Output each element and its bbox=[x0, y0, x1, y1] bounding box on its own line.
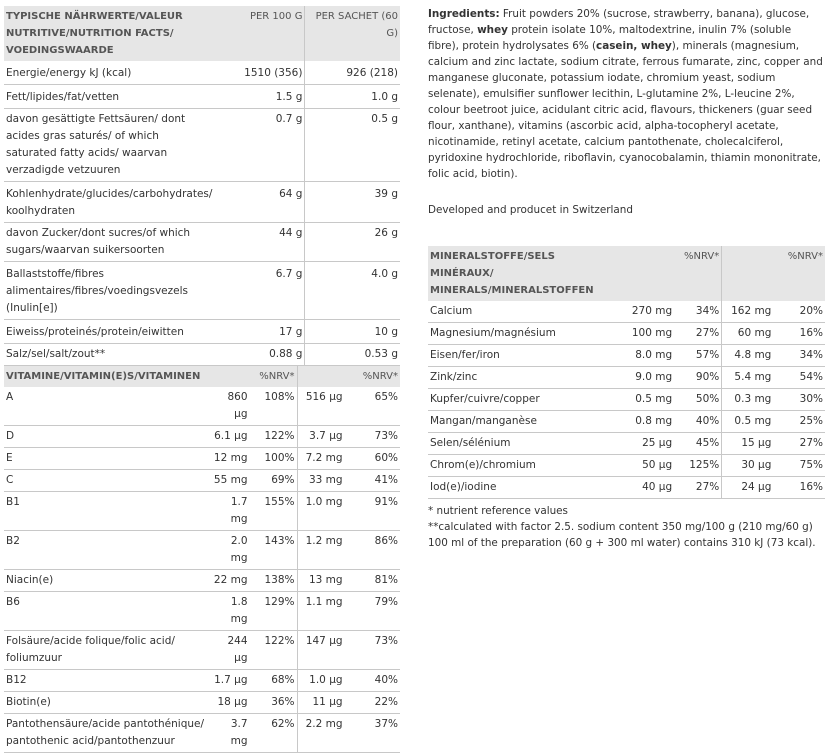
mineral-v2: 60 mg bbox=[722, 323, 774, 345]
nutrient-label: Ballaststoffe/fibres alimentaires/fibres/voedingsvezels (Inulin[e]) bbox=[4, 262, 210, 320]
mineral-v1: 9.0 mg bbox=[623, 367, 675, 389]
mineral-n2: 16% bbox=[773, 477, 825, 499]
mineral-rows bbox=[428, 301, 825, 499]
vitamin-row bbox=[4, 670, 400, 692]
vitamin-v2: 13 mg bbox=[297, 570, 345, 592]
nutrient-per-sachet: 10 g bbox=[305, 320, 400, 344]
ingredients-text bbox=[428, 6, 825, 182]
allergen-whey: whey bbox=[477, 24, 508, 36]
vitamin-v1: 6.1 µg bbox=[210, 426, 250, 448]
mineral-v1: 100 mg bbox=[623, 323, 675, 345]
nutrient-label: Kohlenhydrate/glucides/carbohydrates/ koolhydraten bbox=[4, 182, 210, 223]
left-column bbox=[4, 6, 400, 753]
right-column bbox=[428, 6, 825, 551]
mineral-n2: 75% bbox=[773, 455, 825, 477]
vitamin-row bbox=[4, 692, 400, 714]
mineral-table bbox=[428, 246, 825, 499]
nrv-header: %NRV* bbox=[773, 246, 825, 301]
vitamin-v2: 1.0 mg bbox=[297, 492, 345, 531]
nutrient-label: Fett/lipides/fat/vetten bbox=[4, 85, 210, 109]
vitamin-n2: 86% bbox=[345, 531, 400, 570]
vitamin-label: Folsäure/acide folique/folic acid/ foliumzuur bbox=[4, 631, 210, 670]
mineral-n2: 54% bbox=[773, 367, 825, 389]
mineral-v2: 0.3 mg bbox=[722, 389, 774, 411]
nutrient-per-sachet: 0.53 g bbox=[305, 344, 400, 366]
vitamin-v1: 1.8 mg bbox=[210, 592, 250, 631]
mineral-v1: 0.8 mg bbox=[623, 411, 675, 433]
nutrient-per-sachet: 4.0 g bbox=[305, 262, 400, 320]
vitamin-n1: 143% bbox=[250, 531, 298, 570]
footnote: 100 ml of the preparation (60 g + 300 ml water) contains 310 kJ (73 kcal). bbox=[428, 537, 816, 549]
mineral-row bbox=[428, 345, 825, 367]
vitamin-row bbox=[4, 714, 400, 753]
vitamin-v1: 860 µg bbox=[210, 387, 250, 426]
mineral-label: Kupfer/cuivre/copper bbox=[428, 389, 623, 411]
per-sachet-header: PER SACHET (60 G) bbox=[305, 6, 400, 61]
nutrient-per100: 6.7 g bbox=[210, 262, 305, 320]
vitamin-v1: 18 µg bbox=[210, 692, 250, 714]
vitamin-label: Niacin(e) bbox=[4, 570, 210, 592]
vitamin-n2: 91% bbox=[345, 492, 400, 531]
vitamin-n2: 22% bbox=[345, 692, 400, 714]
vitamin-label: A bbox=[4, 387, 210, 426]
vitamin-n2: 81% bbox=[345, 570, 400, 592]
nutrient-label: davon Zucker/dont sucres/of which sugars/waarvan suikersoorten bbox=[4, 223, 210, 262]
mineral-row bbox=[428, 455, 825, 477]
vitamin-v2: 147 µg bbox=[297, 631, 345, 670]
nutrition-row bbox=[4, 320, 400, 344]
vitamin-label: C bbox=[4, 470, 210, 492]
vitamin-label: B1 bbox=[4, 492, 210, 531]
vitamin-n2: 73% bbox=[345, 631, 400, 670]
nutrient-per-sachet: 26 g bbox=[305, 223, 400, 262]
nrv-header: %NRV* bbox=[674, 246, 722, 301]
vitamin-label: B6 bbox=[4, 592, 210, 631]
mineral-v1: 8.0 mg bbox=[623, 345, 675, 367]
mineral-header-spacer bbox=[623, 246, 675, 301]
mineral-n2: 34% bbox=[773, 345, 825, 367]
vitamin-n2: 73% bbox=[345, 426, 400, 448]
vitamin-row bbox=[4, 448, 400, 470]
mineral-v2: 162 mg bbox=[722, 301, 774, 323]
vitamin-label: Biotin(e) bbox=[4, 692, 210, 714]
vitamin-n2: 41% bbox=[345, 470, 400, 492]
mineral-row bbox=[428, 477, 825, 499]
vitamin-label: B2 bbox=[4, 531, 210, 570]
vitamin-n1: 122% bbox=[250, 631, 298, 670]
mineral-n1: 34% bbox=[674, 301, 722, 323]
vitamin-n2: 60% bbox=[345, 448, 400, 470]
vitamin-v2: 7.2 mg bbox=[297, 448, 345, 470]
mineral-row bbox=[428, 389, 825, 411]
nutrition-header bbox=[4, 6, 400, 61]
mineral-n1: 27% bbox=[674, 477, 722, 499]
vitamin-n1: 155% bbox=[250, 492, 298, 531]
per100-header: PER 100 G bbox=[210, 6, 305, 61]
ingredients-title: Ingredients: bbox=[428, 8, 500, 20]
mineral-n1: 45% bbox=[674, 433, 722, 455]
ingredients-part: Fruit powders 20% (sucrose, strawberry, banana), glucose, fructose, bbox=[428, 8, 810, 36]
vitamin-v2: 1.2 mg bbox=[297, 531, 345, 570]
vitamin-n2: 37% bbox=[345, 714, 400, 753]
vitamin-n1: 138% bbox=[250, 570, 298, 592]
footnote: **calculated with factor 2.5. sodium content 350 mg/100 g (210 mg/60 g) bbox=[428, 521, 813, 533]
vitamin-label: D bbox=[4, 426, 210, 448]
nrv-header: %NRV* bbox=[250, 366, 298, 387]
mineral-v2: 24 µg bbox=[722, 477, 774, 499]
vitamin-label: B12 bbox=[4, 670, 210, 692]
mineral-v1: 270 mg bbox=[623, 301, 675, 323]
vitamin-v2: 3.7 µg bbox=[297, 426, 345, 448]
nutrition-row bbox=[4, 223, 400, 262]
mineral-v1: 0.5 mg bbox=[623, 389, 675, 411]
mineral-row bbox=[428, 301, 825, 323]
nutrient-label: davon gesättigte Fettsäuren/ dont acides gras saturés/ of which saturated fatty acids/ waarvan verzadigde vetzuuren bbox=[4, 109, 210, 182]
vitamin-row bbox=[4, 531, 400, 570]
mineral-n1: 90% bbox=[674, 367, 722, 389]
mineral-label: Chrom(e)/chromium bbox=[428, 455, 623, 477]
footnote: * nutrient reference values bbox=[428, 505, 568, 517]
vitamin-header bbox=[4, 366, 400, 387]
mineral-label: Calcium bbox=[428, 301, 623, 323]
mineral-label: Selen/sélénium bbox=[428, 433, 623, 455]
mineral-n1: 50% bbox=[674, 389, 722, 411]
vitamin-row bbox=[4, 592, 400, 631]
mineral-header-spacer bbox=[722, 246, 774, 301]
nutrition-row bbox=[4, 262, 400, 320]
mineral-row bbox=[428, 367, 825, 389]
vitamin-n1: 129% bbox=[250, 592, 298, 631]
vitamin-header-label: VITAMINE/VITAMIN(E)S/VITAMINEN bbox=[4, 366, 210, 387]
vitamin-n1: 69% bbox=[250, 470, 298, 492]
nutrition-table bbox=[4, 6, 400, 366]
nutrient-per-sachet: 0.5 g bbox=[305, 109, 400, 182]
mineral-v1: 25 µg bbox=[623, 433, 675, 455]
mineral-n1: 125% bbox=[674, 455, 722, 477]
ingredients-part: protein isolate 10%, maltodextrine, inulin 7% (soluble fibre), protein hydrolysates 6% ( bbox=[428, 24, 792, 52]
vitamin-v1: 1.7 µg bbox=[210, 670, 250, 692]
nutrient-per100: 44 g bbox=[210, 223, 305, 262]
vitamin-n2: 79% bbox=[345, 592, 400, 631]
nutrient-per100: 1510 (356) bbox=[210, 61, 305, 85]
vitamin-n1: 62% bbox=[250, 714, 298, 753]
vitamin-table bbox=[4, 366, 400, 753]
mineral-row bbox=[428, 433, 825, 455]
nutrient-per100: 17 g bbox=[210, 320, 305, 344]
vitamin-v2: 1.1 mg bbox=[297, 592, 345, 631]
vitamin-row bbox=[4, 387, 400, 426]
footnotes bbox=[428, 503, 825, 551]
vitamin-row bbox=[4, 570, 400, 592]
ingredients-part: ), minerals (magnesium, calcium and zinc lactate, sodium citrate, ferrous fumarate, zinc, copper and manganese gluconate, potassium iodate, chromium yeast, sodium selenate), emulsifier sunflower lecithin, L-glutamine 2%, L-leucine 2%, colour beetroot juice, acidulant citric acid, flavours, thickeners (guar seed flour, xanthane), vitamins (ascorbic acid, alpha-tocopheryl acetate, nicotinamide, retinyl acetate, calcium pantothenate, cholecalciferol, pyridoxine hydrochloride, riboflavin, cyanocobalamin, thiamin mononitrate, folic acid, biotin). bbox=[428, 40, 823, 180]
vitamin-v1: 244 µg bbox=[210, 631, 250, 670]
vitamin-v1: 55 mg bbox=[210, 470, 250, 492]
mineral-label: Iod(e)/iodine bbox=[428, 477, 623, 499]
nutrient-label: Salz/sel/salt/zout** bbox=[4, 344, 210, 366]
mineral-label: Zink/zinc bbox=[428, 367, 623, 389]
vitamin-n1: 122% bbox=[250, 426, 298, 448]
vitamin-v1: 1.7 mg bbox=[210, 492, 250, 531]
nutrient-per-sachet: 1.0 g bbox=[305, 85, 400, 109]
nutrient-label: Eiweiss/proteinés/protein/eiwitten bbox=[4, 320, 210, 344]
mineral-v2: 5.4 mg bbox=[722, 367, 774, 389]
vitamin-n2: 65% bbox=[345, 387, 400, 426]
nutrition-row bbox=[4, 344, 400, 366]
mineral-v2: 15 µg bbox=[722, 433, 774, 455]
mineral-n2: 30% bbox=[773, 389, 825, 411]
nutrient-per-sachet: 39 g bbox=[305, 182, 400, 223]
origin-note: Developed and producet in Switzerland bbox=[428, 204, 633, 216]
vitamin-v1: 3.7 mg bbox=[210, 714, 250, 753]
vitamin-v2: 516 µg bbox=[297, 387, 345, 426]
vitamin-row bbox=[4, 470, 400, 492]
nutrient-per100: 1.5 g bbox=[210, 85, 305, 109]
vitamin-n1: 68% bbox=[250, 670, 298, 692]
vitamin-v2: 1.0 µg bbox=[297, 670, 345, 692]
mineral-label: Eisen/fer/iron bbox=[428, 345, 623, 367]
vitamin-n1: 108% bbox=[250, 387, 298, 426]
vitamin-n2: 40% bbox=[345, 670, 400, 692]
mineral-v1: 40 µg bbox=[623, 477, 675, 499]
vitamin-v1: 2.0 mg bbox=[210, 531, 250, 570]
nutrient-per-sachet: 926 (218) bbox=[305, 61, 400, 85]
mineral-n1: 27% bbox=[674, 323, 722, 345]
mineral-header-label: MINERALSTOFFE/SELS MINÉRAUX/ MINERALS/MINERALSTOFFEN bbox=[428, 246, 623, 301]
nutrient-per100: 64 g bbox=[210, 182, 305, 223]
mineral-n1: 57% bbox=[674, 345, 722, 367]
mineral-n2: 27% bbox=[773, 433, 825, 455]
vitamin-label: Pantothensäure/acide pantothénique/ pantothenic acid/pantothenzuur bbox=[4, 714, 210, 753]
nutrient-per100: 0.7 g bbox=[210, 109, 305, 182]
vitamin-v1: 12 mg bbox=[210, 448, 250, 470]
vitamin-row bbox=[4, 426, 400, 448]
nutrition-header-label: TYPISCHE NÄHRWERTE/VALEUR NUTRITIVE/NUTRITION FACTS/ VOEDINGSWAARDE bbox=[4, 6, 210, 61]
mineral-n2: 25% bbox=[773, 411, 825, 433]
vitamin-label: E bbox=[4, 448, 210, 470]
mineral-label: Magnesium/magnésium bbox=[428, 323, 623, 345]
mineral-n2: 20% bbox=[773, 301, 825, 323]
vitamin-header-spacer bbox=[210, 366, 250, 387]
vitamin-v2: 33 mg bbox=[297, 470, 345, 492]
vitamin-n1: 36% bbox=[250, 692, 298, 714]
vitamin-rows bbox=[4, 387, 400, 753]
vitamin-n1: 100% bbox=[250, 448, 298, 470]
mineral-n1: 40% bbox=[674, 411, 722, 433]
vitamin-row bbox=[4, 492, 400, 531]
vitamin-row bbox=[4, 631, 400, 670]
mineral-n2: 16% bbox=[773, 323, 825, 345]
mineral-row bbox=[428, 411, 825, 433]
nutrient-label: Energie/energy kJ (kcal) bbox=[4, 61, 210, 85]
nutrition-row bbox=[4, 85, 400, 109]
allergen-casein-whey: casein, whey bbox=[596, 40, 672, 52]
vitamin-v1: 22 mg bbox=[210, 570, 250, 592]
mineral-label: Mangan/manganèse bbox=[428, 411, 623, 433]
mineral-v2: 30 µg bbox=[722, 455, 774, 477]
vitamin-v2: 11 µg bbox=[297, 692, 345, 714]
nrv-header: %NRV* bbox=[345, 366, 400, 387]
vitamin-v2: 2.2 mg bbox=[297, 714, 345, 753]
nutrient-per100: 0.88 g bbox=[210, 344, 305, 366]
mineral-v2: 4.8 mg bbox=[722, 345, 774, 367]
nutrition-row bbox=[4, 182, 400, 223]
vitamin-header-spacer bbox=[297, 366, 345, 387]
nutrition-row bbox=[4, 109, 400, 182]
mineral-v2: 0.5 mg bbox=[722, 411, 774, 433]
mineral-header bbox=[428, 246, 825, 301]
mineral-row bbox=[428, 323, 825, 345]
mineral-v1: 50 µg bbox=[623, 455, 675, 477]
nutrition-row bbox=[4, 61, 400, 85]
